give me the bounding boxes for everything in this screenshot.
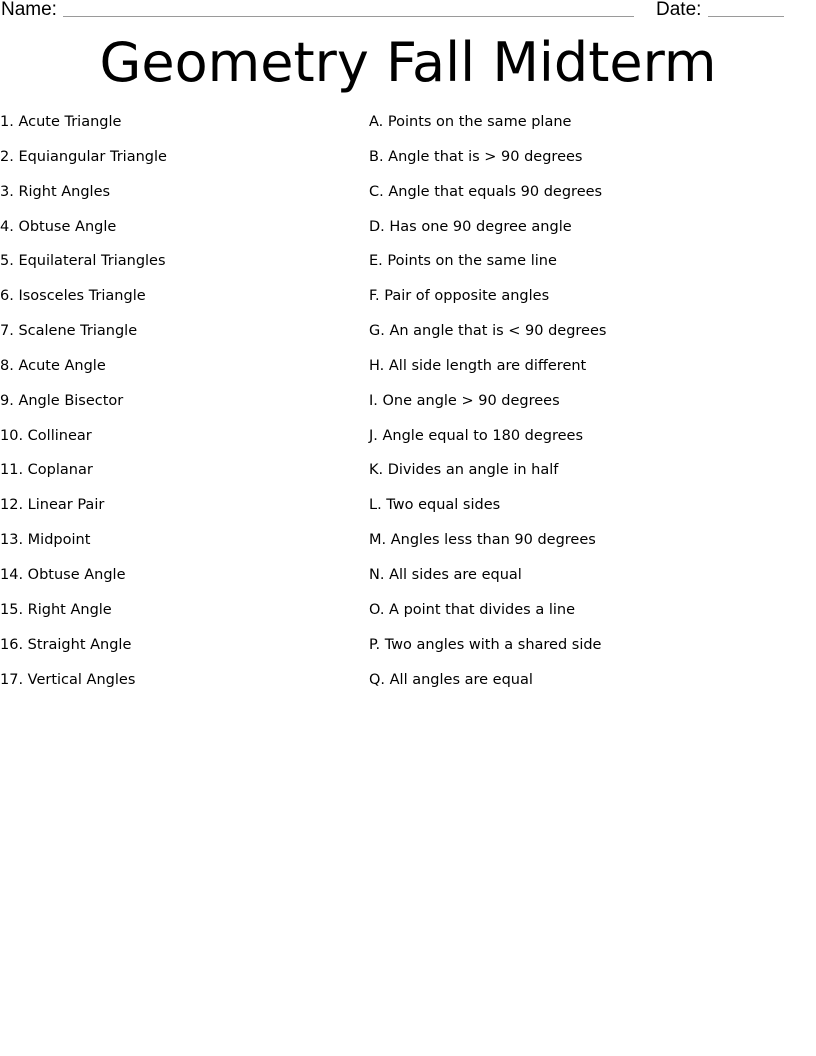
term-item: 4. Obtuse Angle [0, 218, 117, 235]
term-item: 13. Midpoint [0, 532, 91, 549]
definition-item: L. Two equal sides [369, 497, 501, 514]
definition-item: G. An angle that is < 90 degrees [369, 323, 607, 340]
term-item: 16. Straight Angle [0, 636, 132, 653]
worksheet-header [0, 0, 816, 26]
terms-list [0, 111, 167, 703]
name-label: Name: [1, 0, 57, 20]
definition-item: F. Pair of opposite angles [369, 288, 550, 305]
page-title: Geometry Fall Midterm [99, 31, 717, 94]
definition-item: A. Points on the same plane [369, 114, 572, 130]
definitions-list [369, 111, 606, 703]
term-item: 9. Angle Bisector [0, 392, 124, 409]
date-label: Date: [656, 0, 702, 20]
definition-item: P. Two angles with a shared side [369, 636, 602, 653]
term-item: 1. Acute Triangle [0, 114, 122, 130]
term-item: 2. Equiangular Triangle [0, 148, 167, 165]
term-item: 6. Isosceles Triangle [0, 288, 146, 305]
term-item: 10. Collinear [0, 427, 92, 444]
definition-item: B. Angle that is > 90 degrees [369, 148, 583, 165]
definition-item: I. One angle > 90 degrees [369, 392, 560, 409]
term-item: 11. Coplanar [0, 462, 93, 479]
term-item: 3. Right Angles [0, 183, 111, 200]
term-item: 12. Linear Pair [0, 497, 105, 514]
definition-item: N. All sides are equal [369, 566, 522, 583]
definition-item: E. Points on the same line [369, 253, 557, 270]
term-item: 8. Acute Angle [0, 357, 106, 374]
definition-item: J. Angle equal to 180 degrees [369, 427, 584, 444]
definition-item: O. A point that divides a line [369, 601, 576, 618]
definition-item: K. Divides an angle in half [369, 462, 559, 479]
term-item: 7. Scalene Triangle [0, 323, 138, 340]
definition-item: C. Angle that equals 90 degrees [369, 183, 603, 200]
term-item: 14. Obtuse Angle [0, 566, 126, 583]
name-blank-line[interactable] [63, 16, 634, 17]
definition-item: H. All side length are different [369, 357, 587, 374]
term-item: 5. Equilateral Triangles [0, 253, 166, 270]
term-item: 15. Right Angle [0, 601, 112, 618]
term-item: 17. Vertical Angles [0, 671, 136, 688]
date-blank-line[interactable] [708, 16, 784, 17]
definition-item: D. Has one 90 degree angle [369, 218, 572, 235]
definition-item: Q. All angles are equal [369, 671, 533, 688]
definition-item: M. Angles less than 90 degrees [369, 532, 596, 549]
